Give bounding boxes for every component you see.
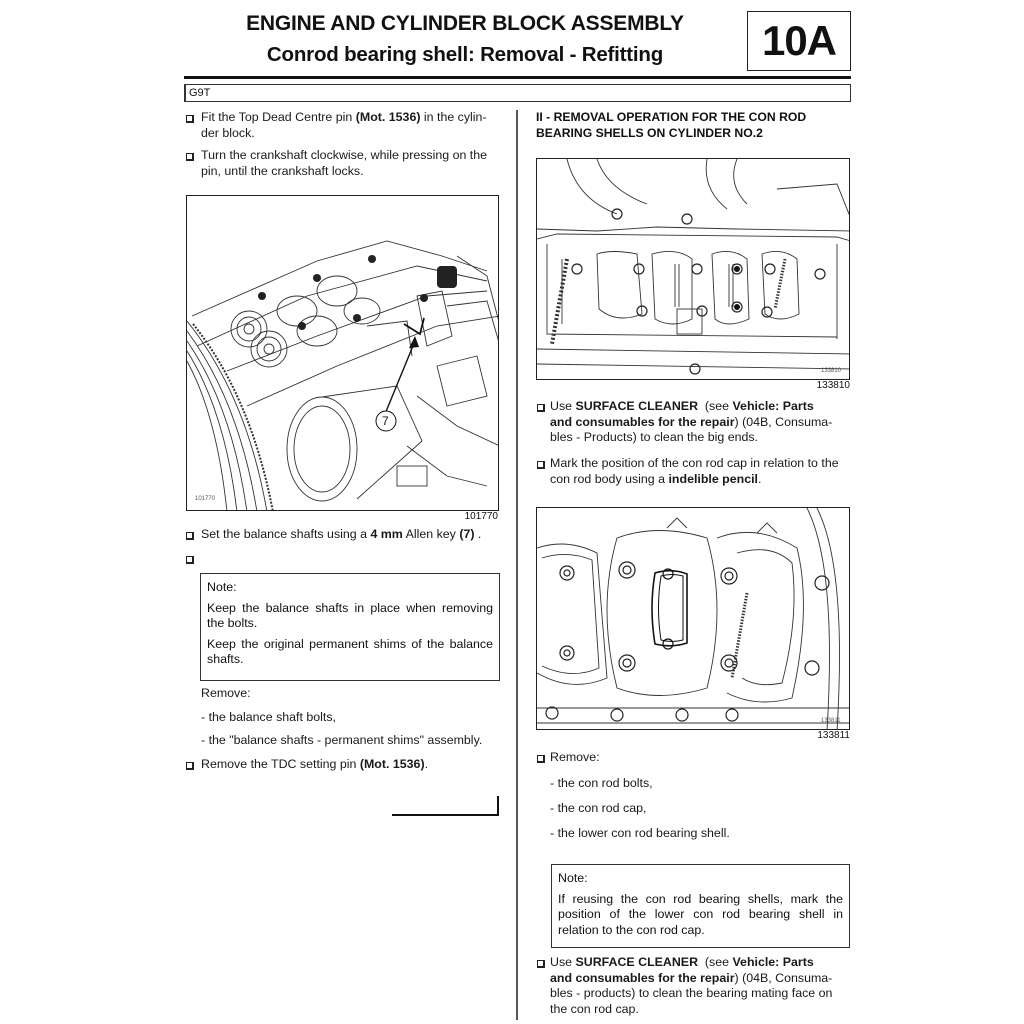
step-text: pin, until the crankshaft locks.: [201, 163, 364, 178]
step-set-balance-shafts: [201, 527, 501, 543]
section-code-badge: 10A: [747, 11, 851, 71]
checkbox-bullet-icon: [186, 532, 194, 540]
step-text: Mark the position of the con rod cap in relation to the: [550, 456, 839, 470]
figure-inner-number: 101770: [195, 496, 216, 502]
figure-number: 133811: [817, 730, 850, 741]
reference-link[interactable]: Vehicle: Parts: [732, 955, 814, 969]
column-divider: [516, 110, 518, 1020]
tool-name: indelible pencil: [668, 471, 758, 486]
note-heading: Note:: [207, 580, 237, 594]
figure-con-rod-cap: [536, 507, 850, 730]
step-text: Remove the TDC setting pin: [201, 757, 360, 771]
step-text: con rod body using a: [550, 471, 669, 486]
step-text: Use: [550, 399, 576, 413]
step-text: bles - products) to clean the bearing mating face on: [550, 986, 833, 1000]
step-text: Allen key: [402, 527, 460, 541]
remove-label: Remove:: [550, 750, 600, 764]
step-text: .: [474, 527, 482, 541]
step-turn-crankshaft: [201, 148, 501, 179]
step-text: in the cylin-: [420, 110, 487, 124]
figure-balance-shafts: [186, 195, 499, 511]
figure-inner-number: 133811: [821, 718, 841, 724]
step-text: .: [758, 471, 762, 486]
step-text: Turn the crankshaft clockwise, while pressing on the: [201, 148, 488, 162]
step-text: (see: [698, 955, 733, 969]
remove-item: - the lower con rod bearing shell.: [550, 826, 730, 840]
reference-link[interactable]: and consumables for the repair: [550, 414, 735, 429]
figure-number: 101770: [464, 511, 498, 522]
product-name: SURFACE CLEANER: [575, 399, 699, 413]
callout-ref: (7): [459, 527, 475, 541]
engine-illustration: [187, 196, 499, 511]
step-text: (see: [698, 399, 733, 413]
tool-size: 4 mm: [370, 527, 403, 541]
checkbox-bullet-icon: [186, 153, 194, 161]
section-heading: [536, 110, 806, 141]
step-surface-cleaner-big-ends: [550, 399, 850, 446]
header-rule: [184, 76, 851, 79]
step-text: bles - Products) to clean the big ends.: [550, 430, 759, 444]
page-title: ENGINE AND CYLINDER BLOCK ASSEMBLY: [246, 12, 684, 35]
step-surface-cleaner-mating-face: [550, 955, 850, 1017]
note-text: If reusing the con rod bearing shells, mark the position of the lower con rod bearing shell in relation to the con rod cap.: [558, 891, 843, 937]
remove-item: - the con rod bolts,: [550, 776, 653, 790]
tool-ref: (Mot. 1536): [355, 110, 421, 124]
remove-label: Remove:: [201, 686, 251, 700]
heading-line: BEARING SHELLS ON CYLINDER NO.2: [536, 125, 763, 140]
crankcase-illustration: [537, 159, 850, 380]
reference-link[interactable]: and consumables for the repair: [550, 970, 735, 985]
remove-item: - the "balance shafts - permanent shims" assembly.: [201, 733, 483, 747]
tool-ref: (Mot. 1536): [359, 757, 425, 771]
figure-con-rods-overview: [536, 158, 850, 380]
step-text: der block.: [201, 125, 255, 140]
remove-item: - the balance shaft bolts,: [201, 710, 337, 724]
step-text: the con rod cap.: [550, 1001, 639, 1016]
step-text: ) (04B, Consuma-: [734, 970, 833, 985]
note-text: Keep the balance shafts in place when removing the bolts.: [207, 600, 493, 630]
note-text: Keep the original permanent shims of the balance shafts.: [207, 636, 493, 666]
step-text: Fit the Top Dead Centre pin: [201, 110, 356, 124]
step-text: Set the balance shafts using a: [201, 527, 371, 541]
product-name: SURFACE CLEANER: [575, 955, 699, 969]
checkbox-bullet-icon: [537, 960, 545, 968]
con-rod-illustration: [537, 508, 850, 730]
checkbox-bullet-icon: [186, 762, 194, 770]
step-text: .: [424, 757, 429, 771]
remove-item: - the con rod cap,: [550, 801, 647, 815]
checkbox-bullet-icon: [537, 461, 545, 469]
checkbox-bullet-icon: [537, 755, 545, 763]
checkbox-bullet-icon: [186, 556, 194, 564]
figure-number: 133810: [816, 380, 850, 391]
step-text: Use: [550, 955, 576, 969]
page-subtitle: Conrod bearing shell: Removal - Refitting: [266, 43, 664, 66]
step-text: ) (04B, Consuma-: [734, 414, 833, 429]
callout-label: 7: [382, 414, 389, 428]
figure-inner-number: 133810: [821, 368, 842, 374]
checkbox-bullet-icon: [186, 115, 194, 123]
engine-code-bar: G9T: [184, 84, 851, 102]
checkbox-bullet-icon: [537, 404, 545, 412]
step-mark-con-rod-cap: [550, 456, 850, 487]
note-heading: Note:: [558, 871, 588, 885]
note-box: [200, 573, 500, 681]
note-box: [551, 864, 850, 948]
step-remove-tdc-pin: [201, 757, 428, 773]
end-of-section-mark: [392, 796, 499, 816]
reference-link[interactable]: Vehicle: Parts: [732, 399, 814, 413]
heading-line: II - REMOVAL OPERATION FOR THE CON ROD: [536, 110, 807, 124]
step-fit-tdc-pin: [201, 110, 501, 141]
